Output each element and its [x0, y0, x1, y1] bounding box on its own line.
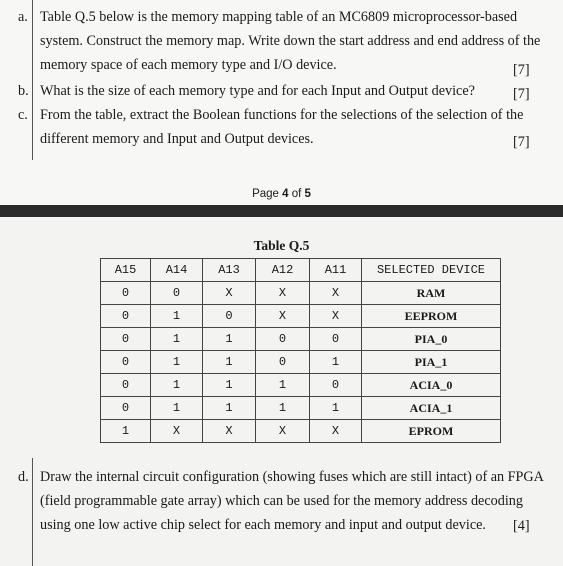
table-row [101, 374, 501, 397]
device-cell: ACIA_1 [362, 397, 501, 420]
device-cell: EPROM [362, 420, 501, 443]
table-cell: 1 [151, 397, 203, 420]
question-text-line: Table Q.5 below is the memory mapping table of an MC6809 microprocessor-based [40, 9, 518, 25]
table-header-row [101, 259, 501, 282]
table-cell: 1 [203, 351, 256, 374]
table-cell: 0 [203, 305, 256, 328]
question-marks: [7] [513, 134, 530, 150]
table-row [101, 328, 501, 351]
margin-rule [32, 458, 33, 566]
table-row [101, 282, 501, 305]
column-header: SELECTED DEVICE [362, 259, 501, 282]
table-cell: 0 [101, 282, 151, 305]
table-cell: X [310, 305, 362, 328]
page-total: 5 [304, 188, 311, 200]
device-cell: EEPROM [362, 305, 501, 328]
question-text-line: system. Construct the memory map. Write down the start address and end address of the [40, 32, 541, 49]
device-cell: ACIA_0 [362, 374, 501, 397]
table-cell: X [203, 420, 256, 443]
question-d [18, 466, 544, 537]
table-cell: 1 [256, 397, 310, 420]
column-header: A15 [101, 259, 151, 282]
question-marks: [7] [513, 62, 530, 78]
table-cell: X [256, 305, 310, 328]
table-cell: X [151, 420, 203, 443]
question-label: c. [18, 107, 28, 123]
page-middle: of [288, 188, 305, 200]
table-cell: X [256, 282, 310, 305]
table-cell: 1 [151, 305, 203, 328]
table-cell: 0 [101, 305, 151, 328]
column-header: A11 [310, 259, 362, 282]
question-label: a. [18, 9, 28, 25]
page-divider [0, 205, 563, 217]
question-text-line: using one low active chip select for each memory and input and output device. [40, 516, 486, 533]
column-header: A14 [151, 259, 203, 282]
table-title: Table Q.5 [253, 238, 310, 253]
table-row [101, 397, 501, 420]
question-text-line: (field programmable gate array) which can be used for the memory address decoding [40, 492, 523, 509]
question-text-line: memory space of each memory type and I/O device. [40, 56, 337, 73]
table-cell: 0 [101, 328, 151, 351]
question-text-line: From the table, extract the Boolean functions for the selections of the selection of the [40, 107, 524, 123]
question-c [18, 104, 524, 152]
table-cell: 1 [203, 397, 256, 420]
question-text-line: different memory and Input and Output devices. [40, 130, 314, 147]
page-number [0, 188, 563, 200]
table-cell: 1 [203, 328, 256, 351]
device-cell: PIA_1 [362, 351, 501, 374]
table-row [101, 420, 501, 443]
table-cell: 0 [101, 397, 151, 420]
memory-mapping-table [100, 258, 501, 443]
question-label: b. [18, 83, 29, 99]
table-cell: X [256, 420, 310, 443]
table-cell: 1 [101, 420, 151, 443]
table-cell: 1 [151, 351, 203, 374]
margin-rule [32, 0, 33, 160]
question-a [18, 6, 541, 77]
table-cell: 0 [256, 351, 310, 374]
question-text-line: What is the size of each memory type and for each Input and Output device? [40, 83, 475, 99]
page-current: 4 [282, 188, 289, 200]
table-cell: 1 [151, 328, 203, 351]
table-cell: 1 [203, 374, 256, 397]
question-b [18, 80, 475, 104]
question-marks: [4] [513, 518, 530, 534]
table-cell: 1 [151, 374, 203, 397]
table-cell: 0 [310, 374, 362, 397]
table-cell: 0 [256, 328, 310, 351]
device-cell: PIA_0 [362, 328, 501, 351]
table-row [101, 351, 501, 374]
table-cell: X [310, 282, 362, 305]
table-row [101, 305, 501, 328]
question-marks: [7] [513, 86, 530, 102]
column-header: A13 [203, 259, 256, 282]
column-header: A12 [256, 259, 310, 282]
page-prefix: Page [252, 188, 283, 200]
table-cell: X [203, 282, 256, 305]
table-cell: 1 [256, 374, 310, 397]
table-cell: 1 [310, 351, 362, 374]
table-cell: 0 [151, 282, 203, 305]
table-cell: 0 [310, 328, 362, 351]
table-cell: 0 [101, 374, 151, 397]
table-cell: 0 [101, 351, 151, 374]
device-cell: RAM [362, 282, 501, 305]
question-label: d. [18, 469, 29, 485]
table-cell: 1 [310, 397, 362, 420]
table-cell: X [310, 420, 362, 443]
question-text-line: Draw the internal circuit configuration (showing fuses which are still intact) of an FPGA [40, 469, 544, 485]
